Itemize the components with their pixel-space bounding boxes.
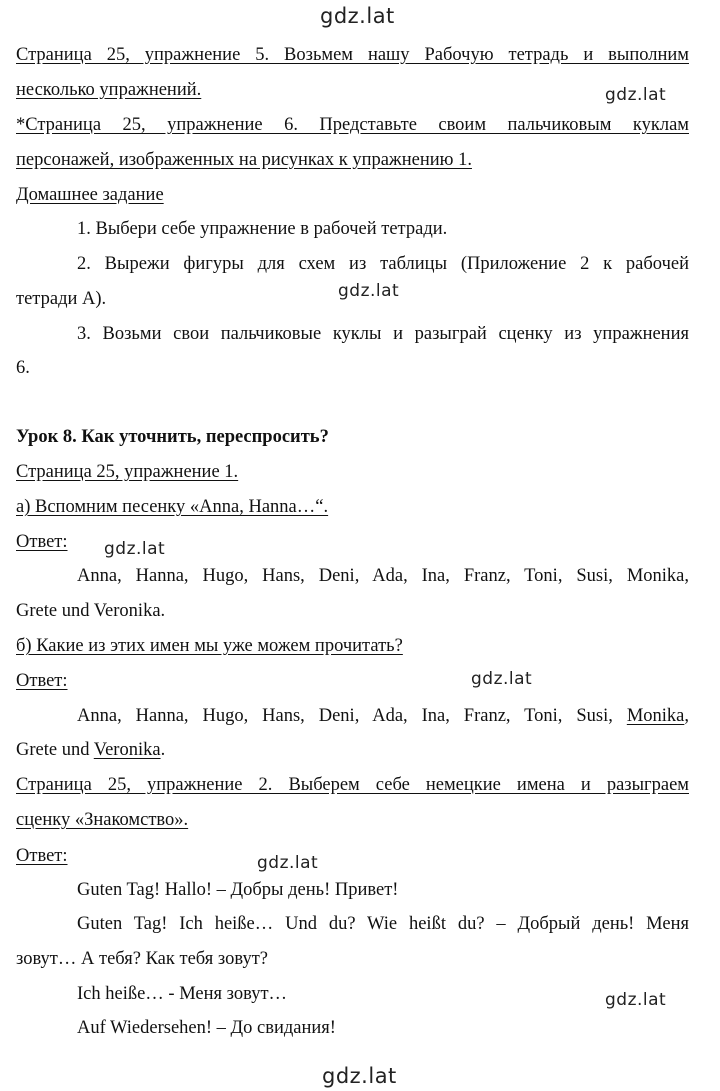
names-line-2: Grete und Veronika.	[16, 601, 166, 621]
lesson-8-title: Урок 8. Как уточнить, переспросить?	[16, 427, 329, 447]
homework-item-3-line-1: 3. Возьми свои пальчиковые куклы и разыграй сценку из упражнения	[77, 324, 689, 344]
names-text: Grete und	[16, 740, 90, 760]
watermark: gdz.lat	[338, 281, 400, 301]
watermark: gdz.lat	[257, 853, 319, 873]
answer-label: Ответ:	[16, 532, 68, 552]
exercise-5-line-1: Страница 25, упражнение 5. Возьмем нашу Рабочую тетрадь и выполним	[16, 45, 689, 65]
names-line-4	[16, 739, 165, 761]
comma: ,	[684, 706, 689, 726]
homework-item-2-line-1: 2. Вырежи фигуры для схем из таблицы (Приложение 2 к рабочей	[77, 254, 689, 274]
name-monika: Monika	[626, 706, 685, 726]
names-text: Anna, Hanna, Hugo, Hans, Deni, Ada, Ina, Franz, Toni, Susi,	[77, 706, 613, 726]
exercise-6-line-1: *Страница 25, упражнение 6. Представьте своим пальчиковым куклам	[16, 115, 689, 135]
homework-item-1: 1. Выбери себе упражнение в рабочей тетради.	[77, 219, 448, 239]
answer-label: Ответ:	[16, 846, 68, 866]
dialogue-line-1: Guten Tag! Hallo! – Добры день! Привет!	[77, 880, 399, 900]
name-veronika: Veronika	[93, 740, 161, 760]
names-line-3	[77, 705, 689, 727]
watermark: gdz.lat	[605, 990, 667, 1010]
watermark: gdz.lat	[104, 539, 166, 559]
homework-heading: Домашнее задание	[16, 185, 164, 205]
answer-label: Ответ:	[16, 671, 68, 691]
watermark: gdz.lat	[471, 669, 533, 689]
watermark: gdz.lat	[322, 1064, 397, 1088]
dialogue-line-2: Guten Tag! Ich heiße… Und du? Wie heißt du? – Добрый день! Меня	[77, 914, 689, 934]
exercise-2-line-1: Страница 25, упражнение 2. Выберем себе немецкие имена и разыграем	[16, 775, 689, 795]
homework-item-3-line-2: 6.	[16, 358, 30, 378]
question-a: а) Вспомним песенку «Anna, Hanna…“.	[16, 497, 329, 517]
exercise-5-line-2: несколько упражнений.	[16, 80, 202, 100]
exercise-6-line-2: персонажей, изображенных на рисунках к упражнению 1.	[16, 150, 472, 170]
dialogue-line-4: Ich heiße… - Меня зовут…	[77, 984, 288, 1004]
period: .	[160, 740, 166, 760]
page-25-exercise-1: Страница 25, упражнение 1.	[16, 462, 239, 482]
watermark: gdz.lat	[605, 85, 667, 105]
names-line-1: Anna, Hanna, Hugo, Hans, Deni, Ada, Ina, Franz, Toni, Susi, Monika,	[77, 566, 689, 586]
dialogue-line-5: Auf Wiedersehen! – До свидания!	[77, 1018, 336, 1038]
question-b: б) Какие из этих имен мы уже можем прочитать?	[16, 636, 403, 656]
exercise-2-line-2: сценку «Знакомство».	[16, 810, 189, 830]
watermark: gdz.lat	[320, 4, 395, 28]
dialogue-line-3: зовут… А тебя? Как тебя зовут?	[16, 949, 268, 969]
homework-item-2-line-2: тетради А).	[16, 289, 107, 309]
